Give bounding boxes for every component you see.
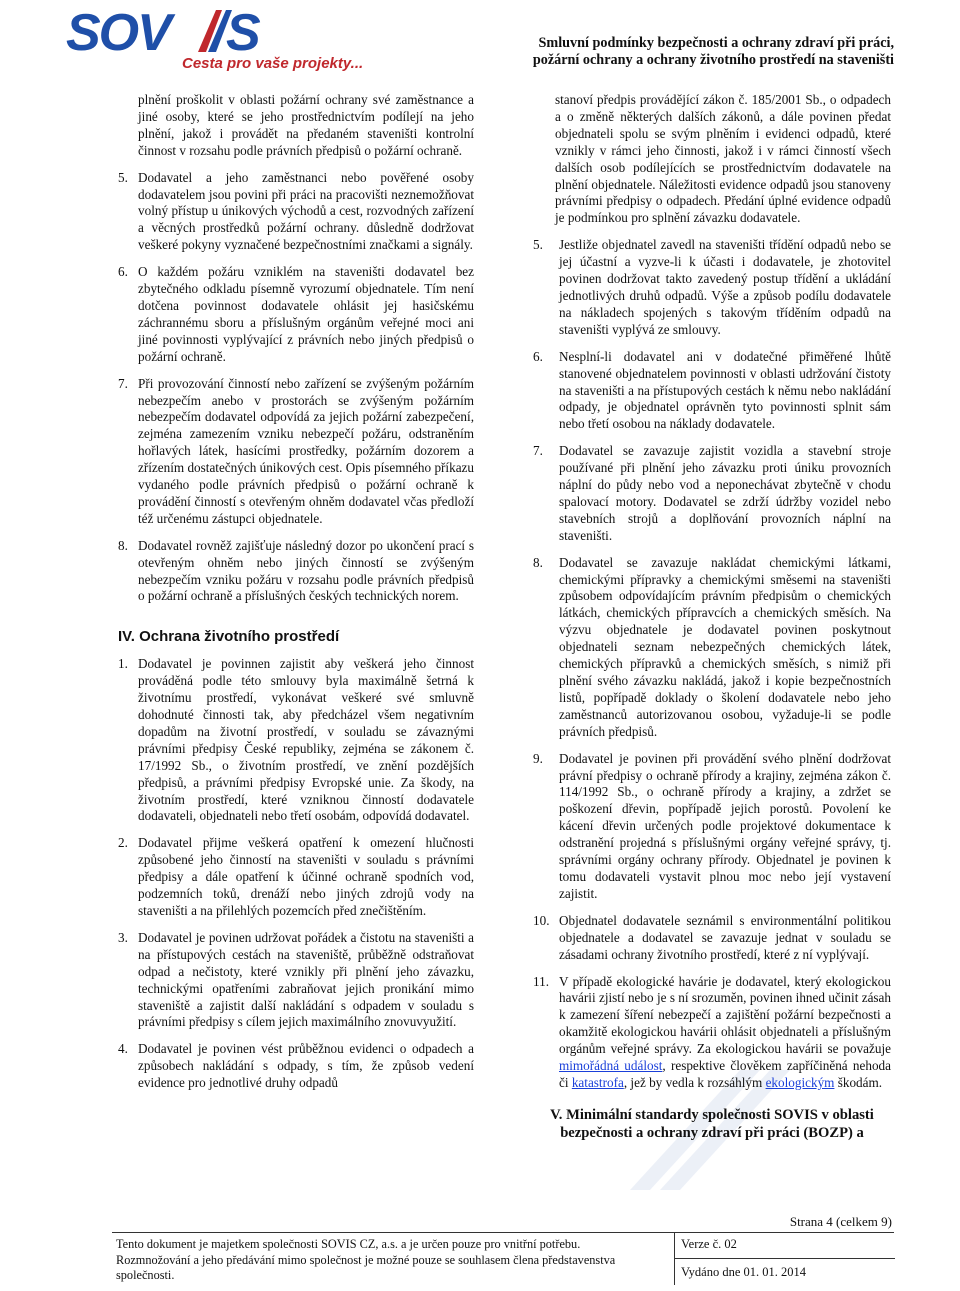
list-item: 1. Dodavatel je povinnen zajistit aby veškerá jeho činnost prováděná podle této smlouvy byla maximálně šetrná k životnímu prostředí, vykonávat veškeré své smluvně dohodnuté činnosti tak, aby předcházel všem negativním dopadům na životní prostředí, v souladu se závaznými právními předpisy České republiky, zejména se zákonem č. 17/1992 Sb., o životním prostředí, ve znění pozdějších předpisů, a právními předpisy Evropské unie. Za škody, na životním prostředí, které vzniknou činností dodavatele dodavateli, objednateli nebo třetí osobám, odpovídá dodavatel.	[118, 656, 474, 824]
list-item: 7. Při provozování činností nebo zařízení se zvýšeným požárním nebezpečím anebo v prostorách se zvýšeným požárním nebezpečím dodavatel odpovídá za jejich požární zabezpečení, zejména zamezením vzniku nebezpečí požáru, odstraněním hořlavých látek, hasícími prostředky, požárním dozorem a zřízením dostatečných únikových cest. Opis písemného příkazu vydaného podle právních předpisů o požární ochraně k provádění činností s otevřeným ohněm dodavatel včas předloží též určenému zástupci objednatele.	[118, 375, 474, 526]
svg-text:S: S	[226, 6, 261, 58]
link-mimoradna-udalost[interactable]: mimořádná událost	[559, 1058, 663, 1074]
list-item: 8. Dodavatel se zavazuje nakládat chemickými látkami, chemickými přípravky a chemickými směsemi na staveništi způsobem odpovídajícím právním předpisům o chemických látkách, chemických přípravcích a chemických směsích. Na výzvu objednatele je dodavatel povinen poskytnout objednateli seznam nebezpečných chemických látek, chemických přípravků a chemických směsích, s nimiž při plnění svého závazku nakládá, jakož i kopie bezpečnostních listů, popřípadě doklady o školení dodavatele nebo jeho zaměstnanců autorizovanou osobou, vyžaduje-li se podle právních předpisů.	[533, 554, 891, 739]
left-column	[118, 92, 474, 1102]
footer-meta	[674, 1233, 895, 1285]
footer	[112, 1232, 894, 1285]
list-item: 2. Dodavatel přijme veškerá opatření k omezení hlučnosti způsobené jeho činností na staveništi v souladu s právními předpisy a dále opatření k účinné ochraně spodních vod, podzemních toků, drenáží nebo jiných zdrojů vody na staveništi a na přilehlých pozemcích před znečištěním.	[118, 835, 474, 918]
list-item: 6. O každém požáru vzniklém na staveništi dodavatel bez zbytečného odkladu písemně vyrozumí objednatele. Tím není dotčena povinnost dodavatele ohlásit jej hasičskému záchrannému sboru a příslušným orgánům veřejné moci ani jiné povinnosti vyplývající z právních nebo jiných předpisů o požární ochraně.	[118, 264, 474, 364]
section-heading-iv: IV. Ochrana životního prostředí	[118, 628, 340, 646]
title-line-1: Smluvní podmínky bezpečnosti a ochrany zdraví při práci,	[538, 35, 894, 51]
list-item: 5. Dodavatel a jeho zaměstnanci nebo pověřené osoby dodavatelem jsou povini při práci na pracovišti neznemožňovat volný přístup u únikových východů a cest, rozvodných zařízení a věcných prostředků požární ochrany. důsledně dodržovat veškeré pokyny vyznačené bezpečnostními značkami a signály.	[118, 169, 474, 253]
footer-note: Tento dokument je majetkem společnosti SOVIS CZ, a.s. a je určen pouze pro vnitřní potřebu. Rozmnožování a jeho předávání mimo společnost je možné pouze se souhlasem člena představenstva společnosti.	[116, 1237, 616, 1282]
section-heading-v: V. Minimální standardy společnosti SOVIS v oblasti bezpečnosti a ochrany zdraví při práci (BOZP) a	[550, 1106, 874, 1141]
right-intro-paragraph: stanoví předpis provádějící zákon č. 185/2001 Sb., o odpadech a o změně některých dalších zákonů, a dále povinen předat objednateli spolu se svým plněním i evidenci odpadů, které vznikly v rámci jeho činnosti, jakož i v rámci činností všech dalších osob podílejících se prostřednictvím dodavatele na plnění objednatele. Náležitosti evidence odpadů jsou stanoveny právními předpisy o odpadech. Předání úplné evidence odpadů je podmínkou pro splnění závazku dodavatele.	[555, 92, 891, 226]
list-item: 5. Jestliže objednatel zavedl na staveništi třídění odpadů nebo se jej účastní a vyzve-li k účasti i dodavatele, je zhotovitel povinen dodržovat takto zavedený postup třídění a ukládání jednotlivých druhů odpadů. Výše a způsob podílu dodavatele na nákladech spojených s takovým tříděním odpadů na staveništi vyplývá ze smlouvy.	[533, 237, 891, 337]
title-line-2: požární ochrany a ochrany životního prostředí na staveništi	[532, 52, 894, 68]
list-item: 9. Dodavatel je povinen při provádění svého plnění dodržovat právní předpisy o ochraně přírody a krajiny, zejména zákon č. 114/1992 Sb., o ochraně přírody a krajiny, a zdržet se poškození dřevin, popřípadě jejich porostů. Povolení ke kácení dřevin určených podle projektové dokumentace k odstranění projedná s příslušnými orgány veřejné správy, tj. správními orgány ochrany přírody. Objednatel je povinen k tomu dodavateli vystavit plnou moc nebo její vystavení zajistit.	[533, 750, 891, 901]
left-intro-paragraph: plnění proškolit v oblasti požární ochrany své zaměstnance a jiné osoby, které se jeho prostřednictvím podílejí na jeho plnění, jakož i provádět na předaném staveništi kontrolní činnost v rozsahu podle právních předpisů o požární ochraně.	[138, 92, 474, 158]
list-item: 6. Nesplní-li dodavatel ani v dodatečné přiměřené lhůtě stanovené objednatelem povinnosti v oblasti udržování čistoty na staveništi a na přístupových cestách k němu nebo nakládání odpady, je objednatel oprávněn tyto povinnosti splnit sám nebo třetí osobou na náklady dodavatele.	[533, 348, 891, 432]
version-label: Verze č. 02	[675, 1233, 895, 1259]
svg-text:SOV: SOV	[66, 6, 170, 58]
link-ekologickym[interactable]: ekologickým	[765, 1074, 835, 1090]
document-title	[474, 35, 894, 69]
page-number: Strana 4 (celkem 9)	[789, 1214, 892, 1229]
right-column	[533, 92, 891, 1142]
issued-date: Vydáno dne 01. 01. 2014	[681, 1265, 806, 1279]
list-item: 3. Dodavatel je povinen udržovat pořádek a čistotu na staveništi a na přístupových cestách na staveniště, průběžně odstraňovat odpad a nečistoty, které vznikly při plnění jeho závazku, technickými opatřeními zabraňovat jejich pronikání mimo staveniště a zajistit další nakládání s odpadem v souladu s právními předpisy s cílem jejich maximálního znovuvyužití.	[118, 929, 474, 1030]
link-katastrofa[interactable]: katastrofa	[571, 1074, 624, 1090]
list-item: 10. Objednatel dodavatele seznámil s environmentální politikou objednatele a dodavatel se zavazuje jednat v souladu se zásadami ochrany životního prostředí, které z ní vyplývají.	[533, 912, 891, 962]
list-item: 8. Dodavatel rovněž zajišťuje následný dozor po ukončení prací s otevřeným ohněm nebo jiných činností se zvýšeným nebezpečím vzniku požáru v rozsahu podle právních předpisů o požární ochraně a příslušných českých technických norem.	[118, 537, 474, 604]
list-item: 7. Dodavatel se zavazuje zajistit vozidla a stavební stroje používané při plnění jeho závazku proti úniku provozních náplní do půdy nebo vod a neponechávat zbytečně v chodu spalovací motory. Dodavatel se zdrží údržby vozidel nebo stavebních strojů a doplňování provozních náplní na staveništi.	[533, 443, 891, 543]
list-item: 11. V případě ekologické havárie je dodavatel, který ekologickou havárii zjistí nebo je s ní srozuměn, povinen ihned učinit zásah k zamezení šíření nebezpečí a zajištění požární bezpečnosti a okamžitě ekologickou havárii ohlásit objednateli a příslušným orgánům veřejné správy. Za ekologickou havárii se považuje mimořádná událost, respektive člověkem zapříčiněná nehoda či katastrofa, jež by vedla k rozsáhlým ekologickým škodám.	[533, 973, 891, 1090]
list-item: 4. Dodavatel je povinen vést průběžnou evidenci o odpadech a způsobech nakládání s odpady, s tím, že způsob vedení evidence pro jednotlivé druhy odpadů	[118, 1041, 474, 1091]
logo-tagline: Cesta pro vaše projekty...	[182, 55, 364, 72]
